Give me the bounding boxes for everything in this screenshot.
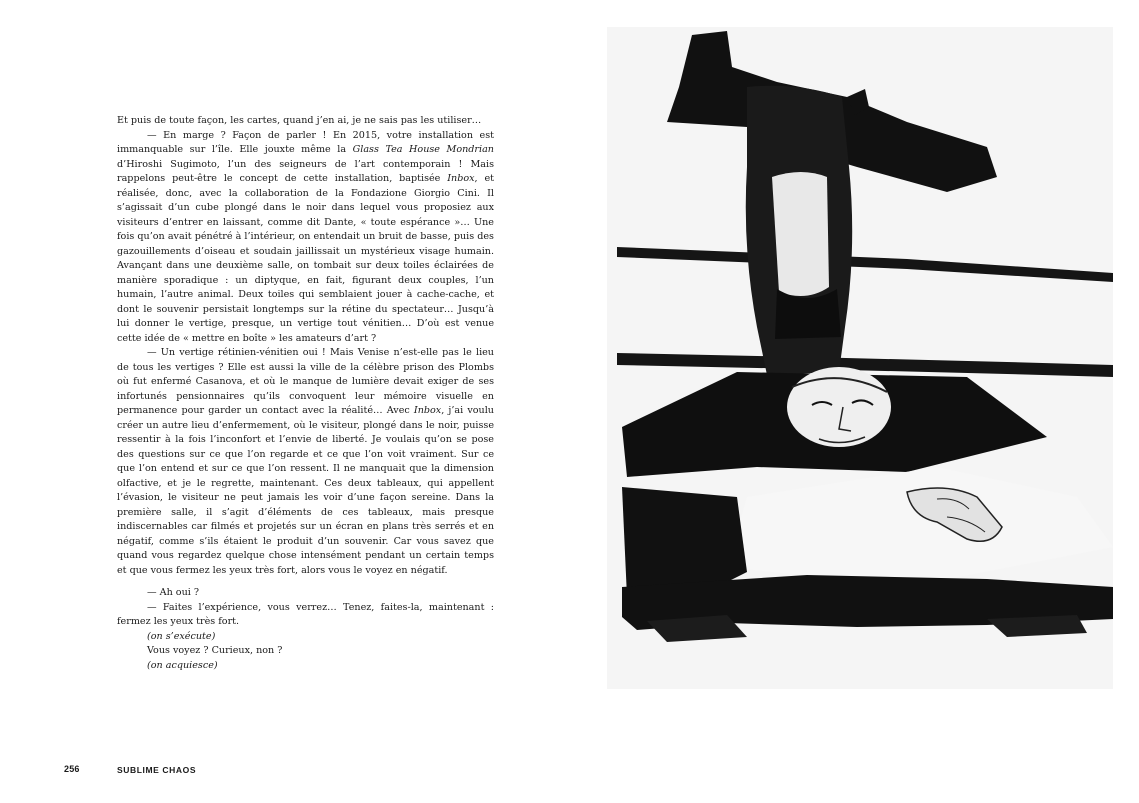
ink-drawing-inverted-head-icon: [607, 27, 1113, 689]
page-number: 256: [64, 764, 80, 774]
italic-title-glass-tea-house: Glass Tea House Mondrian: [352, 144, 494, 155]
paragraph-1: Et puis de toute façon, les cartes, quand j’en ai, je ne sais pas les utiliser…: [117, 115, 482, 126]
paragraph-3: — Un vertige rétinien-vénitien oui ! Mais Venise n’est-elle pas le lieu de tous les vertiges ? Elle est aussi la ville de la célèbre prison des Plombs où fut enfermé Casanova, et où le manque de lumière devait exiger de ses infortunés pensionnaires qu’ils convoquent leur mémoire visuelle en permanence pour garder un contact avec la réalité… Avec Inbox, j’ai voulu créer un autre lieu d’enfermement, où le visiteur, plongé dans le noir, puisse ressentir à la fois l’inconfort et l’envie de liberté. Je voulais qu’on se pose des questions sur ce que l’on regarde et ce que l’on voit vraiment. Sur ce que l’on entend et sur ce que l’on ressent. Il ne manquait que la dimension olfactive, et je le regrette, maintenant. Ces deux tableaux, qui appellent l’évasion, le visiteur ne peut jamais les voir d’une façon sereine. Dans la première salle, il s’agit d’éléments de ces tableaux, mais presque indiscernables car filmés et projetés sur un écran en plans très serrés et en négatif, comme s’ils étaient le produit d’un souvenir. Car vous savez que quand vous regardez quelque chose intensément pendant un certain temps et que vous fermez les yeux très fort, alors vous le voyez en négatif.: [117, 347, 494, 576]
paragraph-4: — Ah oui ?: [147, 587, 200, 598]
italic-title-inbox-2: Inbox: [413, 405, 442, 416]
stage-direction-1: (on s’exécute): [147, 630, 216, 642]
stage-direction-2: (on acquiesce): [147, 659, 218, 671]
italic-title-inbox: Inbox: [447, 173, 475, 184]
paragraph-5: — Faites l’expérience, vous verrez… Tenez, faites-la, maintenant : fermez les yeux très fort.: [117, 601, 494, 627]
paragraph-7: Vous voyez ? Curieux, non ?: [147, 645, 283, 656]
running-head: SUBLIME CHAOS: [117, 765, 197, 775]
paragraph-2: — En marge ? Façon de parler ! En 2015, votre installation est immanquable sur l’île. Elle jouxte même la Glass Tea House Mondrian d’Hiroshi Sugimoto, l’un des seigneurs de l’art contemporain ! Mais rappelons peut-être le concept de cette installation, baptisée Inbox, et réalisée, donc, avec la collaboration de la Fondazione Giorgio Cini. Il s’agissait d’un cube plongé dans le noir dans lequel vous proposiez aux visiteurs d’entrer en laissant, comme dit Dante, « toute espérance »… Une fois qu’on avait pénétré à l’intérieur, on entendait un bruit de basse, puis des gazouillements d’oiseau et soudain jaillissait un mystérieux visage humain. Avançant dans une deuxième salle, on tombait sur deux toiles éclairées de manière sporadique : un diptyque, en fait, figurant deux couples, l’un humain, l’autre animal. Deux toiles qui semblaient jouer à cache-cache, et dont le souvenir persistait longtemps sur la rétine du spectateur… Jusqu’à lui donner le vertige, presque, un vertige tout vénitien… D’où est venue cette idée de « mettre en boîte » les amateurs d’art ?: [117, 129, 494, 344]
illustration: [607, 27, 1113, 689]
body-text: [117, 114, 494, 673]
